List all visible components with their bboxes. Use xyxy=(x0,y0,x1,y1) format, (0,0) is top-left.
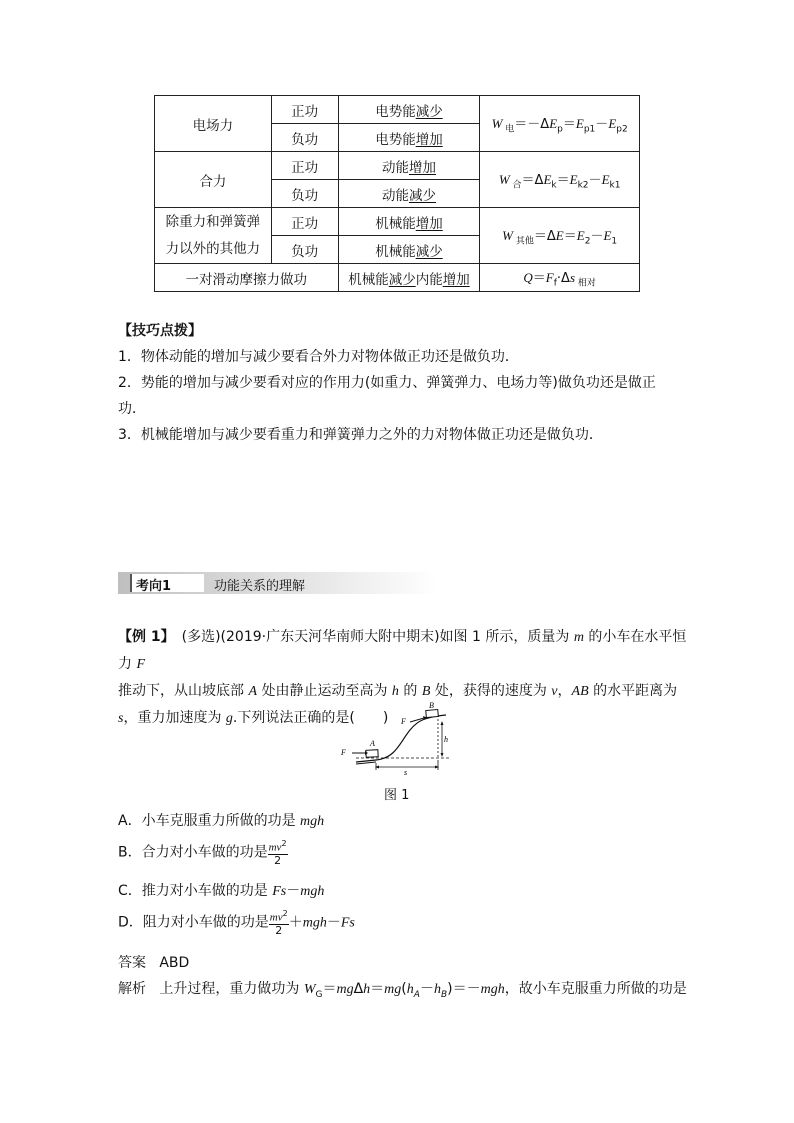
analysis xyxy=(118,978,688,1000)
label-h: h xyxy=(444,735,448,744)
formula-cell: W $_{其他}=\Delta E=E_2-E_1$ xyxy=(480,208,640,264)
formula-cell: $Q=F_f\cdot\Delta s$ $_{相对}$ xyxy=(480,264,640,292)
label-f-b: F xyxy=(401,717,406,726)
table-row xyxy=(155,208,640,236)
car-a xyxy=(366,750,378,758)
label-f-a: F xyxy=(341,748,346,757)
change-cell: 机械能减少 xyxy=(338,236,480,264)
change-cell: 动能减少 xyxy=(338,180,480,208)
formula-cell: W $_合=\Delta E_k=E_{k2}-E_{k1}$ xyxy=(480,152,640,208)
tips-title: 【技巧点拨】 xyxy=(118,323,202,339)
sign-cell: 正功 xyxy=(271,208,338,236)
h-arrow-down xyxy=(441,753,444,757)
option-b: B．合力对小车做的功是 $\frac{mv^2}{2}$ xyxy=(118,839,287,867)
sign-cell: 负功 xyxy=(271,124,338,152)
answer xyxy=(118,952,189,972)
change-cell: 电势能减少 xyxy=(338,96,480,124)
example-line: 推动下，从山坡底部 A 处由静止运动至高为 h 的 B 处，获得的速度为 v，AB 的水平距离为 xyxy=(118,683,678,699)
option-d: D．阻力对小车做的功是 $\frac{mv^2}{2}$ ＋mgh－Fs xyxy=(118,909,355,937)
label-s: s xyxy=(404,768,408,777)
force-cell: 一对滑动摩擦力做功 xyxy=(155,264,339,292)
figure-caption: 图 1 xyxy=(384,788,410,803)
table-row xyxy=(155,96,640,124)
banner-title: 功能关系的理解 xyxy=(214,579,306,594)
force-cell: 合力 xyxy=(155,152,272,208)
tip-item: 2．势能的增加与减少要看对应的作用力(如重力、弹簧弹力、电场力等)做负功还是做正 xyxy=(118,375,656,391)
answer-value: ABD xyxy=(159,955,190,971)
example-line: 【例 1】 (多选)(2019·广东天河华南师大附中期末)如图 1 所示，质量为 m 的小车在水平恒力 F xyxy=(118,629,687,672)
work-energy-table xyxy=(154,95,640,292)
sign-cell: 负功 xyxy=(271,180,338,208)
table-row xyxy=(155,264,640,292)
example-line: s，重力加速度为 g.下列说法正确的是( ) xyxy=(118,710,389,726)
change-cell: 机械能增加 xyxy=(338,208,480,236)
tip-item: 3．机械能增加与减少要看重力和弹簧弹力之外的力对物体做正功还是做负功． xyxy=(118,427,603,443)
change-cell: 电势能增加 xyxy=(338,124,480,152)
change-cell: 动能增加 xyxy=(338,152,480,180)
h-arrow-up xyxy=(441,721,444,725)
sign-cell: 正功 xyxy=(271,152,338,180)
analysis-label: 解析 xyxy=(118,981,146,997)
label-a: A xyxy=(370,739,375,748)
slope-figure xyxy=(338,700,458,780)
option-c: C．推力对小车做的功是 Fs－mgh xyxy=(118,883,325,899)
section-banner xyxy=(118,572,438,594)
tips-section xyxy=(118,318,688,448)
car-b xyxy=(426,709,439,717)
force-cell: 除重力和弹簧弹 力以外的其他力 xyxy=(155,208,272,264)
sign-cell: 正功 xyxy=(271,96,338,124)
tip-item: 功． xyxy=(118,401,146,417)
answer-label: 答案 xyxy=(118,955,146,971)
force-cell: 电场力 xyxy=(155,96,272,152)
banner-label: 考向1 xyxy=(136,579,172,594)
tip-item: 1．物体动能的增加与减少要看合外力对物体做正功还是做负功． xyxy=(118,349,519,365)
label-b: B xyxy=(429,701,434,710)
analysis-text: 上升过程，重力做功为 $W_G=mg\Delta h=mg(h_A-h_B)=-mgh$，故小车克服重力所做的功是 xyxy=(159,981,687,1000)
option-a: A．小车克服重力所做的功是 mgh xyxy=(118,813,325,829)
sign-cell: 负功 xyxy=(271,236,338,264)
change-cell: 机械能减少内能增加 xyxy=(338,264,480,292)
formula-cell: W $_电=-\Delta E_p=E_{p1}-E_{p2}$ xyxy=(480,96,640,152)
table-row xyxy=(155,152,640,180)
